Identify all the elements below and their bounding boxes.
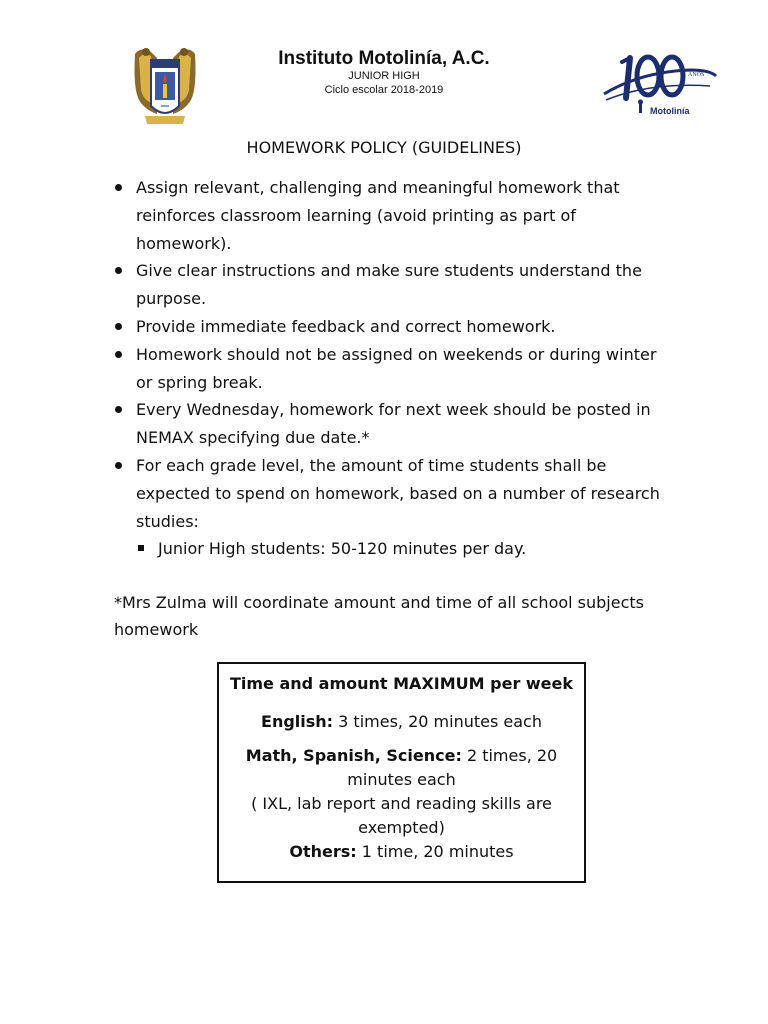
list-item-with-sub (114, 452, 674, 563)
logo-years-text: AÑOS (688, 72, 705, 78)
coordinator-note: *Mrs Zulma will coordinate amount and time of all school subjects homework (114, 593, 644, 639)
list-item: Homework should not be assigned on weekends or during winter or spring break. (114, 341, 674, 397)
max-homework-box (217, 662, 586, 883)
document-title: HOMEWORK POLICY (GUIDELINES) (246, 138, 522, 157)
english-label: English: (261, 712, 334, 731)
others-line (219, 840, 584, 864)
list-item: Provide immediate feedback and correct homework. (114, 313, 674, 341)
logo-motolinia-text: Motolinía (650, 106, 690, 116)
list-item: Give clear instructions and make sure students understand the purpose. (114, 257, 674, 313)
others-value: 1 time, 20 minutes (356, 842, 514, 861)
list-item: Assign relevant, challenging and meaningful homework that reinforces classroom learning (avoid printing as part of homework). (114, 174, 674, 257)
others-label: Others: (289, 842, 357, 861)
exempt-line: ( IXL, lab report and reading skills are exempted) (251, 794, 552, 837)
policy-list (114, 174, 674, 563)
school-name: Instituto Motolinía, A.C. (278, 48, 490, 69)
anniversary-100-logo (600, 52, 722, 122)
list-item-text: For each grade level, the amount of time students shall be expected to spend on homework, based on a number of research studies: (136, 455, 660, 531)
math-spanish-science-label: Math, Spanish, Science: (245, 746, 462, 765)
math-spanish-science-line (219, 744, 584, 792)
sub-list (136, 535, 674, 563)
english-line (219, 710, 584, 734)
school-level: JUNIOR HIGH (348, 70, 420, 82)
english-value: 3 times, 20 minutes each (333, 712, 542, 731)
sub-list-item: Junior High students: 50-120 minutes per day. (136, 535, 674, 563)
school-year: Ciclo escolar 2018-2019 (324, 84, 444, 96)
box-title: Time and amount MAXIMUM per week (229, 674, 574, 693)
math-spanish-science-value: 2 times, 20 minutes each (347, 746, 558, 789)
list-item: Every Wednesday, homework for next week should be posted in NEMAX specifying due date.* (114, 396, 674, 452)
